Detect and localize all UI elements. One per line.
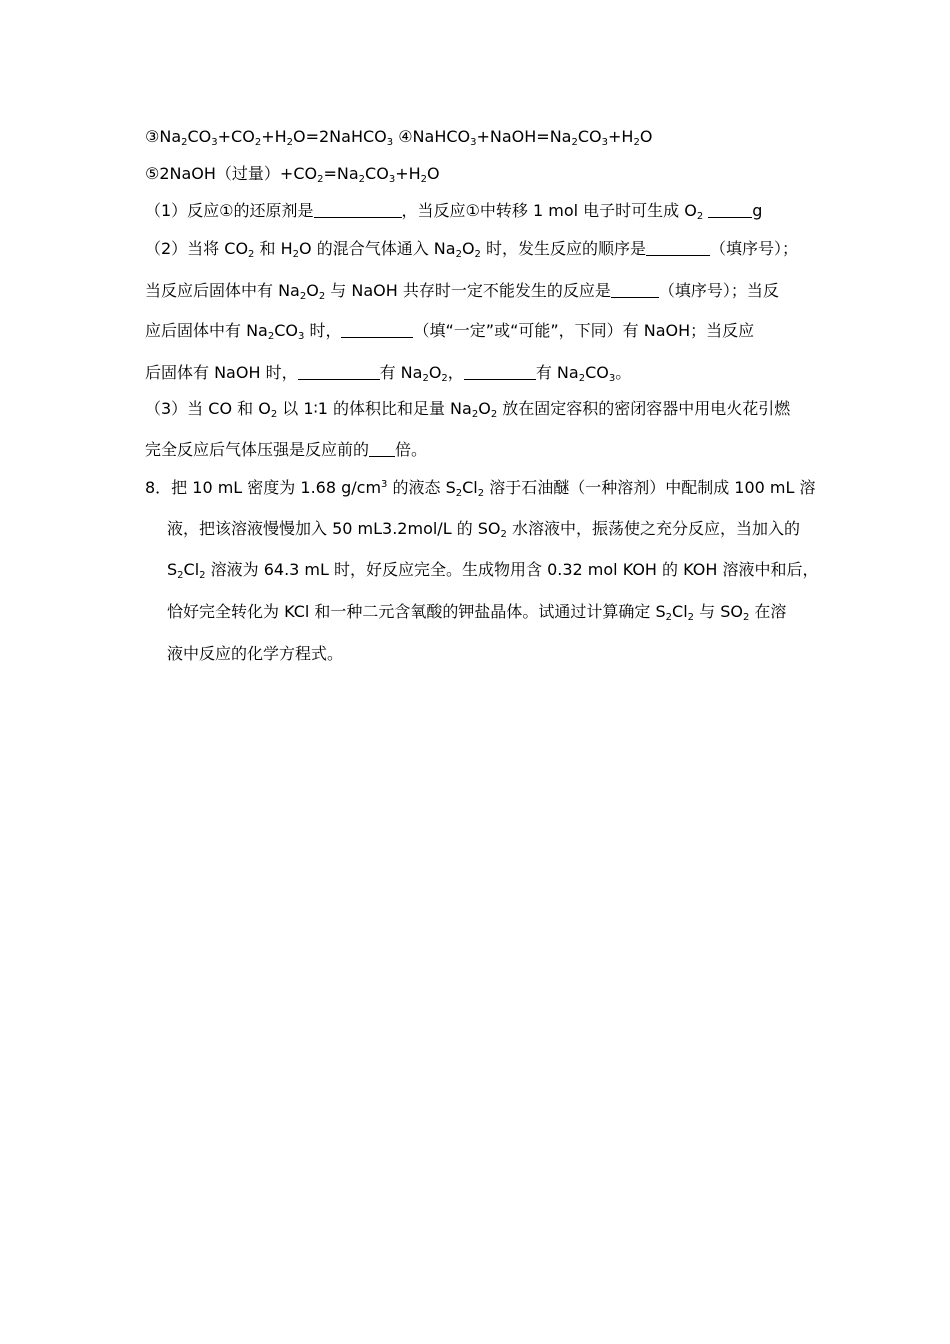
question-8-line-5: 液中反应的化学方程式。 <box>167 644 344 663</box>
equation-line-3-4: $③Na_2CO_3+CO_2+H_2O=2NaHCO_3$ $④NaHCO_3+NaOH=Na_2CO_3+H_2O$ <box>145 127 653 148</box>
question-8-line-4: 恰好完全转化为 KCl 和一种二元含氧酸的钾盐晶体。试通过计算确定 $S_2Cl_2$ 与 $SO_2$ 在溶 <box>167 602 787 623</box>
answer-blank-reducing-agent[interactable] <box>314 201 402 218</box>
answer-blank-na2o2-possibility[interactable] <box>298 363 380 380</box>
answer-blank-na2co3-possibility[interactable] <box>464 363 536 380</box>
equation-line-5: ⑤2NaOH（过量）$+CO_2=Na_2CO_3+H_2O$ <box>145 164 440 185</box>
question-8-line-1: 8．把 10 mL 密度为 1.68 $g/cm^3$ 的液态 $S_2Cl_2$ 溶于石油醚（一种溶剂）中配制成 100 mL 溶 <box>145 478 816 499</box>
question-8-line-2: 液，把该溶液慢慢加入 50 mL3.2mol/L 的 $SO_2$ 水溶液中，振荡使之充分反应，当加入的 <box>167 519 800 540</box>
subquestion-3-line-1: （3）当 CO 和 $O_2$ 以 1∶1 的体积比和足量 $Na_2O_2$ 放在固定容积的密闭容器中用电火花引燃 <box>145 399 791 420</box>
answer-blank-naoh-possibility[interactable] <box>341 321 413 338</box>
subquestion-2-line-1: （2）当将 $CO_2$ 和 $H_2O$ 的混合气体通入 $Na_2O_2$ 时，发生反应的顺序是 （填序号）； <box>145 239 799 260</box>
subquestion-3-line-2: 完全反应后气体压强是反应前的 倍。 <box>145 440 428 459</box>
subquestion-2-line-3: 应后固体中有 $Na_2CO_3$ 时， （填“一定”或“可能”，下同）有 NaOH；当反应 <box>145 321 755 342</box>
question-8-line-3: $S_2Cl_2$ 溶液为 64.3 mL 时，好反应完全。生成物用含 0.32 mol KOH 的 KOH 溶液中和后， <box>167 560 819 581</box>
subquestion-1: （1）反应①的还原剂是 ，当反应①中转移 1 mol 电子时可生成 $O_2$ g <box>145 201 763 222</box>
answer-blank-impossible-reaction[interactable] <box>611 281 659 298</box>
answer-blank-reaction-order[interactable] <box>646 239 710 256</box>
answer-blank-o2-mass[interactable] <box>708 201 752 218</box>
answer-blank-pressure-ratio[interactable] <box>369 440 395 457</box>
subquestion-2-line-4: 后固体有 NaOH 时， 有 $Na_2O_2$， 有 $Na_2CO_3$。 <box>145 363 632 384</box>
subquestion-2-line-2: 当反应后固体中有 $Na_2O_2$ 与 NaOH 共存时一定不能发生的反应是 （填序号）；当反 <box>145 281 779 302</box>
